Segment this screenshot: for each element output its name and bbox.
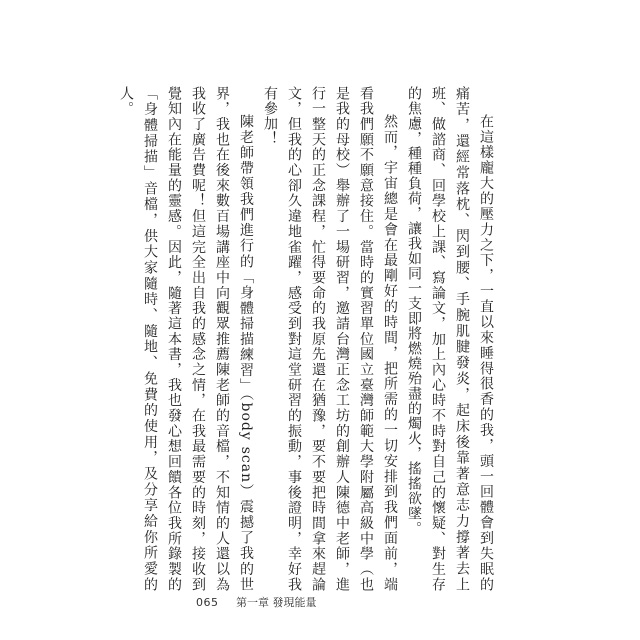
chapter-title: 第一章 發現能量	[236, 596, 317, 609]
body-text	[118, 86, 498, 592]
paragraph-1: 在這樣龐大的壓力之下，一直以來睡得很香的我，頭一回體會到失眠的痛苦，還經常落枕、閃到腰、手腕肌腱發炎，起床後靠著意志力撐著去上班、做諮商、回學校上課、寫論文，加上內心時不時對自己的懷疑、對生存的焦慮，種種負荷，讓我如同一支即將燃燒殆盡的燭火，搖搖欲墜。	[406, 86, 494, 592]
page-footer	[196, 594, 317, 610]
page-number: 065	[196, 596, 219, 609]
paragraph-3: 陳老師帶領我們進行的「身體掃描練習」（body scan）震撼了我的世界，我也在後來數百場講座中向觀眾推薦陳老師的音檔，不知情的人還以為我收了廣告費呢！但這完全出自我的感念之情，在我最需要的時刻，接收到覺知內在能量的靈感。因此，隨著這本書，我也發心想回饋各位我所錄製的「身體掃描」音檔，供大家隨時、隨地、免費的使用，及分享給你所愛的人。	[118, 86, 254, 592]
paragraph-2: 然而，宇宙總是會在最剛好的時間，把所需的一切安排到我們面前，端看我們願不願意接住。當時的實習單位國立臺灣師範大學附屬高級中學（也是我的母校）舉辦了一場研習，邀請台灣正念工坊的創辦人陳德中老師，進行一整天的正念課程，忙得要命的我原先還在猶豫，要不要把時間拿來趕論文，但我的心卻久違地雀躍，感受到對這堂研習的振動，事後證明，幸好我有參加！	[262, 86, 398, 592]
